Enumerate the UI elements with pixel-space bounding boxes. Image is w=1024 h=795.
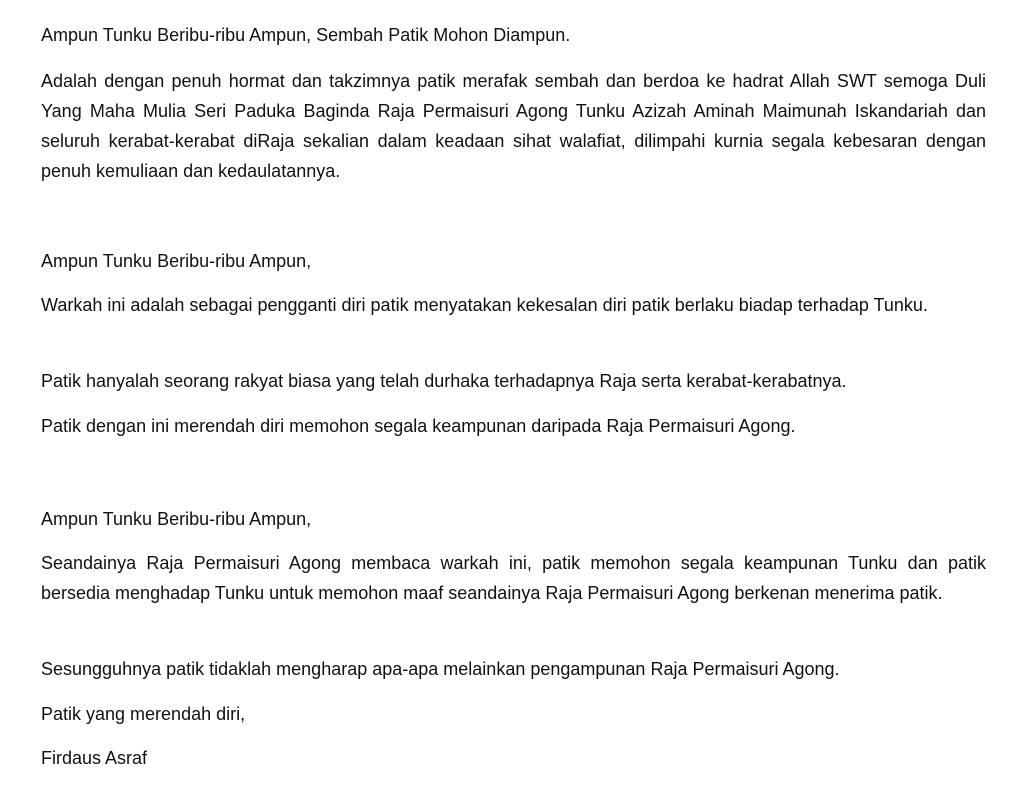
- paragraph-hope: Sesungguhnya patik tidaklah mengharap apa-apa melainkan pengampunan Raja Permaisuri Agong.: [41, 659, 840, 679]
- paragraph-admission: Patik hanyalah seorang rakyat biasa yang telah durhaka terhadapnya Raja serta kerabat-kerabatnya.: [41, 371, 847, 391]
- signature-name: Firdaus Asraf: [41, 748, 148, 768]
- closing-line: Patik yang merendah diri,: [41, 704, 246, 724]
- salutation-third: Ampun Tunku Beribu-ribu Ampun,: [41, 509, 312, 529]
- paragraph-plea: Patik dengan ini merendah diri memohon segala keampunan daripada Raja Permaisuri Agong.: [41, 416, 796, 436]
- paragraph-greeting: Adalah dengan penuh hormat dan takzimnya patik merafak sembah dan berdoa ke hadrat Allah SWT semoga Duli Yang Maha Mulia Seri Paduka Baginda Raja Permaisuri Agong Tunku Azizah Aminah Maimunah Iskandariah dan seluruh kerabat-kerabat diRaja sekalian dalam keadaan sihat walafiat, dilimpahi kurnia segala kebesaran dengan penuh kemuliaan dan kedaulatannya.: [41, 71, 986, 181]
- paragraph-request: Seandainya Raja Permaisuri Agong membaca warkah ini, patik memohon segala keampunan Tunku dan patik bersedia menghadap Tunku untuk memohon maaf seandainya Raja Permaisuri Agong berkenan menerima patik.: [41, 553, 986, 603]
- opening-salutation: Ampun Tunku Beribu-ribu Ampun, Sembah Patik Mohon Diampun.: [41, 25, 571, 45]
- salutation-second: Ampun Tunku Beribu-ribu Ampun,: [41, 251, 312, 271]
- paragraph-apology: Warkah ini adalah sebagai pengganti diri patik menyatakan kekesalan diri patik berlaku biadap terhadap Tunku.: [41, 295, 928, 315]
